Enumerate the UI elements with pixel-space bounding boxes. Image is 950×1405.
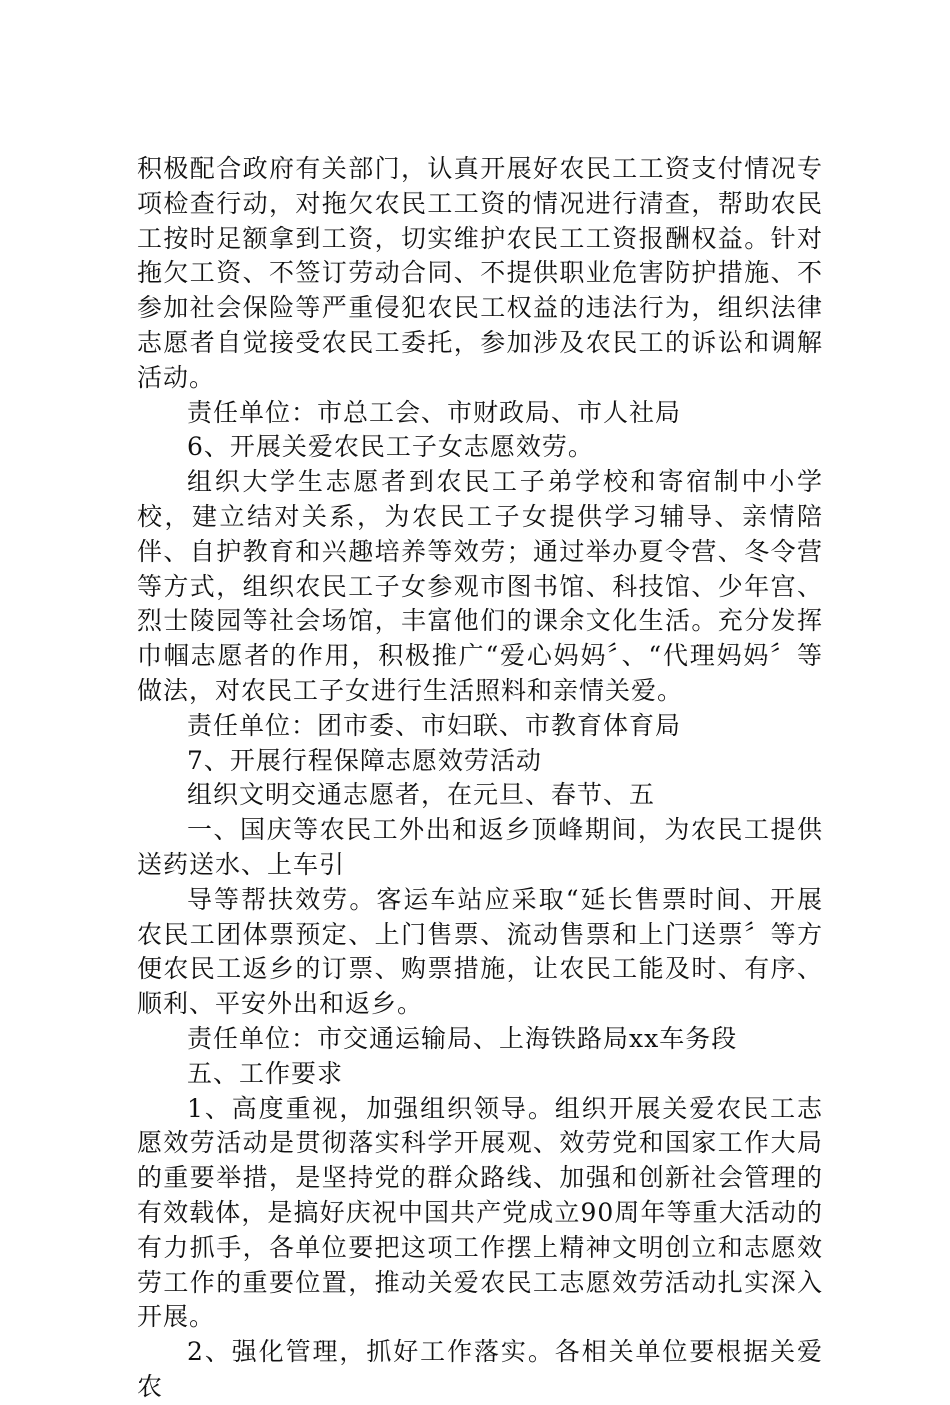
paragraph-body-7b: 一、国庆等农民工外出和返乡顶峰期间，为农民工提供送药送水、上车引 [137, 815, 823, 879]
paragraph-responsible-unit-6: 责任单位：团市委、市妇联、市教育体育局 [187, 710, 682, 740]
paragraph-heading-7: 7、开展行程保障志愿效劳活动 [187, 745, 542, 775]
paragraph-intro: 积极配合政府有关部门，认真开展好农民工工资支付情况专项检查行动，对拖欠农民工工资的情况进行清查，帮助农民工按时足额拿到工资，切实维护农民工工资报酬权益。针对拖欠工资、不签订劳动合同、不提供职业危害防护措施、不参加社会保险等严重侵犯农民工权益的违法行为，组织法律志愿者自觉接受农民工委托，参加涉及农民工的诉讼和调解活动。 [137, 154, 823, 392]
paragraph-responsible-unit-7: 责任单位：市交通运输局、上海铁路局xx车务段 [187, 1023, 738, 1053]
paragraph-body-6: 组织大学生志愿者到农民工子弟学校和寄宿制中小学校，建立结对关系，为农民工子女提供学习辅导、亲情陪伴、自护教育和兴趣培养等效劳；通过举办夏令营、冬令营等方式，组织农民工子女参观市图书馆、科技馆、少年宫、烈士陵园等社会场馆，丰富他们的课余文化生活。充分发挥巾帼志愿者的作用，积极推广“爱心妈妈〞、“代理妈妈〞等做法，对农民工子女进行生活照料和亲情关爱。 [137, 467, 823, 705]
document-page [137, 152, 823, 1405]
paragraph-responsible-unit-5: 责任单位：市总工会、市财政局、市人社局 [187, 397, 682, 427]
paragraph-heading-6: 6、开展关爱农民工子女志愿效劳。 [187, 432, 594, 462]
paragraph-requirement-2: 2、强化管理，抓好工作落实。各相关单位要根据关爱农 [137, 1337, 823, 1401]
section-heading-requirements: 五、工作要求 [187, 1058, 344, 1088]
paragraph-requirement-1: 1、高度重视，加强组织领导。组织开展关爱农民工志愿效劳活动是贯彻落实科学开展观、效劳党和国家工作大局的重要举措，是坚持党的群众路线、加强和创新社会管理的有效载体，是搞好庆祝中国共产党成立90周年等重大活动的有力抓手，各单位要把这项工作摆上精神文明创立和志愿效劳工作的重要位置，推动关爱农民工志愿效劳活动扎实深入开展。 [137, 1093, 823, 1332]
paragraph-body-7a: 组织文明交通志愿者，在元旦、春节、五 [187, 780, 656, 810]
paragraph-body-7c: 导等帮扶效劳。客运车站应采取“延长售票时间、开展农民工团体票预定、上门售票、流动售票和上门送票〞等方便农民工返乡的订票、购票措施，让农民工能及时、有序、顺利、平安外出和返乡。 [137, 884, 823, 1019]
